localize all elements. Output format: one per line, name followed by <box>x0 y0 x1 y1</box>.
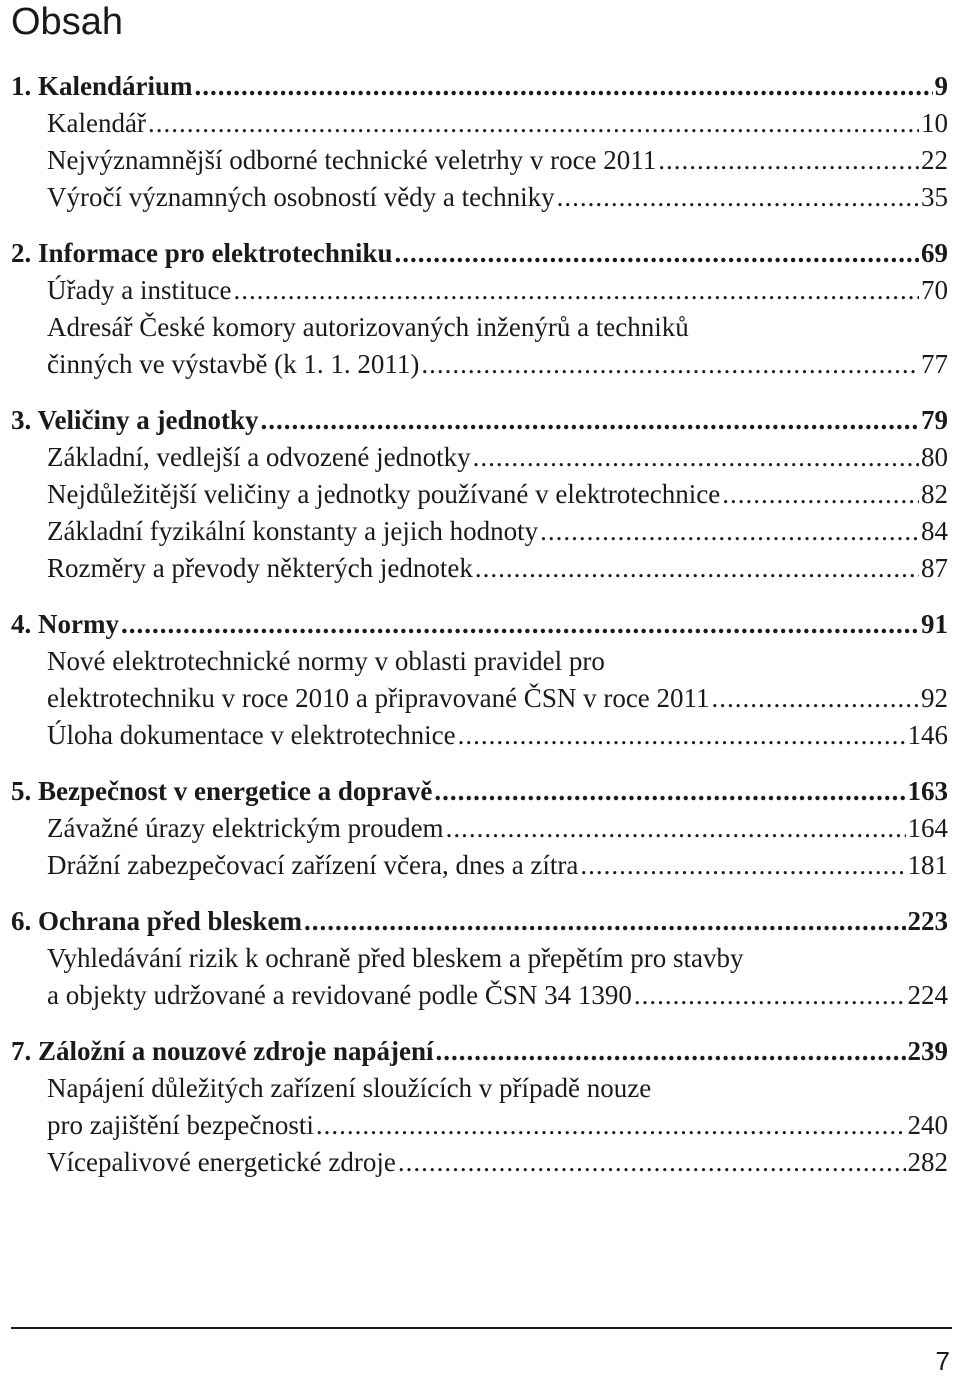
toc-section <box>11 903 948 1014</box>
dot-leader <box>722 476 919 513</box>
entry-page-number: 224 <box>907 980 948 1010</box>
dot-leader <box>304 903 905 940</box>
entry-title: Napájení důležitých zařízení sloužících v případě nouze <box>47 1073 652 1103</box>
section-title: 5. Bezpečnost v energetice a dopravě <box>11 776 433 806</box>
toc-entry[interactable] <box>11 1070 948 1107</box>
toc-entry[interactable] <box>11 810 948 847</box>
dot-leader <box>712 680 919 717</box>
dot-leader <box>540 513 919 550</box>
section-page-number: 239 <box>907 1036 948 1066</box>
entry-title: Vyhledávání rizik k ochraně před bleskem a přepětím pro stavby <box>47 943 744 973</box>
toc-section-heading[interactable] <box>11 1033 948 1070</box>
toc-entry[interactable] <box>11 550 948 587</box>
toc-section-heading[interactable] <box>11 773 948 810</box>
entry-title: Základní, vedlejší a odvozené jednotky <box>47 442 471 472</box>
toc-entry[interactable] <box>11 476 948 513</box>
dot-leader <box>580 847 905 884</box>
entry-title: Úřady a instituce <box>47 275 232 305</box>
entry-title: Výročí významných osobností vědy a techniky <box>47 182 555 212</box>
footer-divider <box>11 1327 952 1329</box>
toc-entry[interactable] <box>11 513 948 550</box>
toc-section-heading[interactable] <box>11 68 948 105</box>
entry-title: Rozměry a převody některých jednotek <box>47 553 473 583</box>
dot-leader <box>148 105 919 142</box>
toc-section <box>11 68 948 216</box>
dot-leader <box>458 717 906 754</box>
section-title: 3. Veličiny a jednotky <box>11 405 259 435</box>
dot-leader <box>473 439 919 476</box>
toc-entry[interactable] <box>11 346 948 383</box>
section-title: 6. Ochrana před bleskem <box>11 906 303 936</box>
entry-page-number: 92 <box>921 683 948 713</box>
entry-page-number: 35 <box>921 182 948 212</box>
dot-leader <box>446 810 906 847</box>
entry-page-number: 181 <box>907 850 948 880</box>
entry-page-number: 77 <box>921 349 948 379</box>
toc-section <box>11 235 948 383</box>
section-page-number: 163 <box>907 776 948 806</box>
toc-entry[interactable] <box>11 105 948 142</box>
entry-page-number: 87 <box>921 553 948 583</box>
section-page-number: 91 <box>921 609 948 639</box>
entry-title: Závažné úrazy elektrickým proudem <box>47 813 444 843</box>
toc-section <box>11 773 948 884</box>
toc-entry[interactable] <box>11 309 948 346</box>
entry-page-number: 10 <box>921 108 948 138</box>
toc-entry[interactable] <box>11 643 948 680</box>
page-title: Obsah <box>11 1 123 43</box>
entry-page-number: 146 <box>907 720 948 750</box>
toc-section <box>11 1033 948 1181</box>
table-of-contents <box>11 68 948 1200</box>
toc-section <box>11 606 948 754</box>
entry-title: Drážní zabezpečovací zařízení včera, dnes a zítra <box>47 850 579 880</box>
entry-title: Úloha dokumentace v elektrotechnice <box>47 720 456 750</box>
toc-section-heading[interactable] <box>11 402 948 439</box>
page-number: 7 <box>935 1346 950 1376</box>
dot-leader <box>634 977 906 1014</box>
dot-leader <box>261 402 919 439</box>
toc-entry[interactable] <box>11 439 948 476</box>
entry-title: Nejvýznamnější odborné technické veletrhy v roce 2011 <box>47 145 657 175</box>
dot-leader <box>557 179 919 216</box>
section-title: 7. Záložní a nouzové zdroje napájení <box>11 1036 434 1066</box>
dot-leader <box>658 142 919 179</box>
entry-page-number: 84 <box>921 516 948 546</box>
toc-entry[interactable] <box>11 977 948 1014</box>
toc-entry[interactable] <box>11 847 948 884</box>
section-page-number: 79 <box>921 405 948 435</box>
toc-entry[interactable] <box>11 1144 948 1181</box>
section-title: 1. Kalendárium <box>11 71 193 101</box>
entry-page-number: 82 <box>921 479 948 509</box>
toc-entry[interactable] <box>11 717 948 754</box>
entry-title: elektrotechniku v roce 2010 a připravované ČSN v roce 2011 <box>47 683 710 713</box>
dot-leader <box>421 346 919 383</box>
toc-entry[interactable] <box>11 272 948 309</box>
toc-entry[interactable] <box>11 179 948 216</box>
toc-section-heading[interactable] <box>11 606 948 643</box>
dot-leader <box>121 606 919 643</box>
entry-page-number: 240 <box>907 1110 948 1140</box>
entry-title: Nejdůležitější veličiny a jednotky používané v elektrotechnice <box>47 479 721 509</box>
entry-title: pro zajištění bezpečnosti <box>47 1110 314 1140</box>
entry-title: Kalendář <box>47 108 146 138</box>
entry-page-number: 70 <box>921 275 948 305</box>
entry-title: činných ve výstavbě (k 1. 1. 2011) <box>47 349 420 379</box>
section-page-number: 69 <box>921 238 948 268</box>
entry-title: Adresář České komory autorizovaných inženýrů a techniků <box>47 312 689 342</box>
dot-leader <box>434 773 905 810</box>
entry-page-number: 80 <box>921 442 948 472</box>
entry-page-number: 282 <box>907 1147 948 1177</box>
toc-entry[interactable] <box>11 142 948 179</box>
entry-page-number: 22 <box>921 145 948 175</box>
dot-leader <box>195 68 933 105</box>
entry-page-number: 164 <box>907 813 948 843</box>
dot-leader <box>436 1033 906 1070</box>
dot-leader <box>316 1107 906 1144</box>
toc-entry[interactable] <box>11 1107 948 1144</box>
section-title: 4. Normy <box>11 609 119 639</box>
toc-section-heading[interactable] <box>11 903 948 940</box>
entry-title: Vícepalivové energetické zdroje <box>47 1147 396 1177</box>
dot-leader <box>394 235 919 272</box>
toc-section-heading[interactable] <box>11 235 948 272</box>
entry-title: Nové elektrotechnické normy v oblasti pravidel pro <box>47 646 605 676</box>
dot-leader <box>233 272 919 309</box>
dot-leader <box>398 1144 906 1181</box>
toc-entry[interactable] <box>11 940 948 977</box>
entry-title: a objekty udržované a revidované podle ČSN 34 1390 <box>47 980 632 1010</box>
entry-title: Základní fyzikální konstanty a jejich hodnoty <box>47 516 539 546</box>
section-title: 2. Informace pro elektrotechniku <box>11 238 393 268</box>
section-page-number: 9 <box>934 71 948 101</box>
dot-leader <box>475 550 919 587</box>
toc-section <box>11 402 948 587</box>
section-page-number: 223 <box>907 906 948 936</box>
toc-entry[interactable] <box>11 680 948 717</box>
